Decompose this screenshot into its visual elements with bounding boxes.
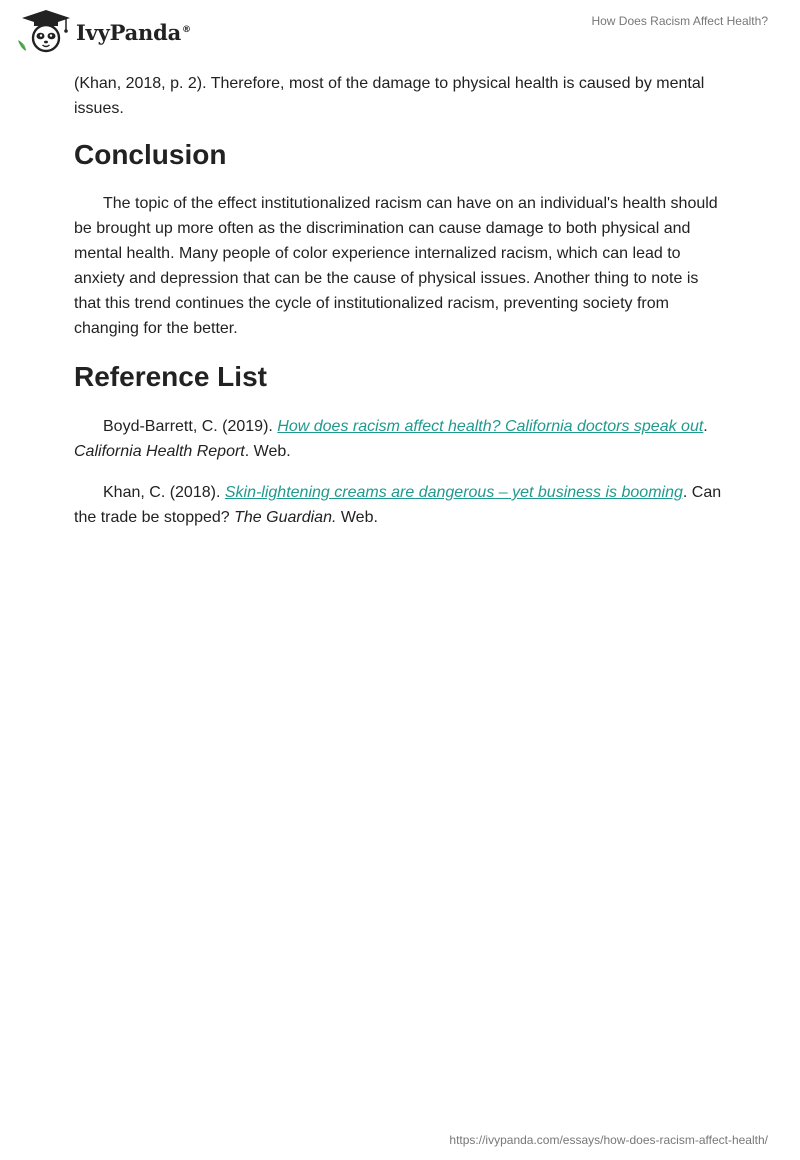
- reference-link[interactable]: How does racism affect health? California doctors speak out: [277, 418, 704, 435]
- reference-list-heading: Reference List: [74, 361, 267, 392]
- registered-mark: ®: [182, 24, 191, 35]
- reference-source: The Guardian.: [234, 509, 337, 526]
- reference-source: California Health Report: [74, 443, 245, 460]
- brand-name: IvyPanda®: [76, 19, 191, 45]
- reference-subtitle: . Can the trade be stopped?: [74, 484, 722, 526]
- reference-separator: .: [703, 418, 708, 435]
- essay-content: [74, 71, 726, 530]
- reference-web: Web.: [336, 509, 378, 526]
- reference-link[interactable]: Skin-lightening creams are dangerous – yet business is booming: [224, 484, 683, 501]
- reference-author: Boyd-Barrett, C. (2019).: [103, 418, 278, 435]
- reference-item: [74, 414, 726, 464]
- ivypanda-logo[interactable]: [14, 8, 191, 54]
- page-header: [0, 0, 800, 62]
- reference-author: Khan, C. (2018).: [103, 484, 225, 501]
- footer-url[interactable]: https://ivypanda.com/essays/how-does-racism-affect-health/: [449, 1133, 768, 1147]
- reference-item: [74, 480, 726, 530]
- reference-web: . Web.: [244, 443, 291, 460]
- conclusion-heading: Conclusion: [74, 139, 227, 170]
- intro-paragraph: (Khan, 2018, p. 2). Therefore, most of the damage to physical health is caused by mental issues.: [74, 75, 705, 117]
- conclusion-paragraph: The topic of the effect institutionalized racism can have on an individual's health should be brought up more often as the discrimination can cause damage to both physical and mental health. Many people of color experience internalized racism, which can lead to anxiety and depression that can be the cause of physical issues. Another thing to note is that this trend continues the cycle of institutionalized racism, preventing society from changing for the better.: [74, 195, 718, 337]
- running-title: How Does Racism Affect Health?: [591, 14, 768, 28]
- panda-graduate-icon: [14, 8, 76, 54]
